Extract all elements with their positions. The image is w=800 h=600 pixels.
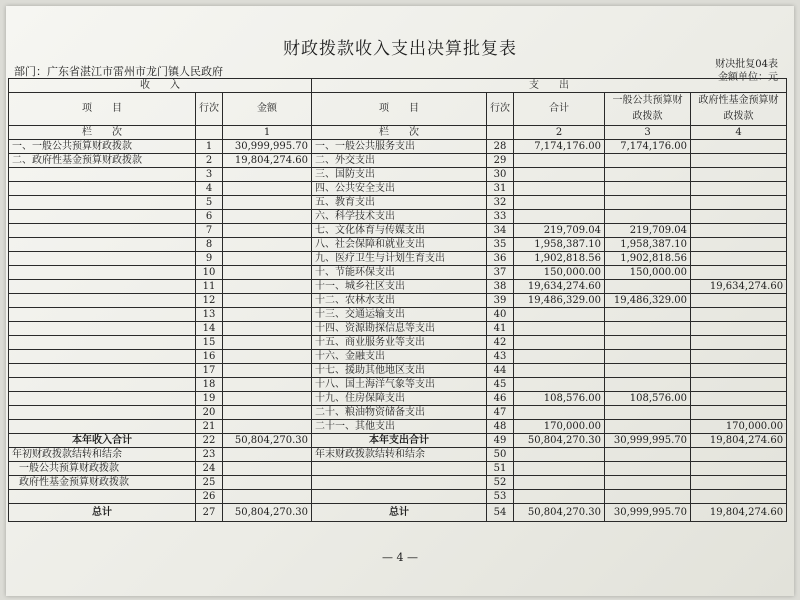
expense-general-budget: 108,576.00 xyxy=(605,392,691,406)
table-row xyxy=(9,168,787,182)
expense-row-no: 34 xyxy=(487,224,514,238)
expense-total xyxy=(514,406,605,420)
income-item xyxy=(9,210,196,224)
grand-total-row xyxy=(9,504,787,522)
column-index-4: 4 xyxy=(691,126,787,140)
expense-row-no: 31 xyxy=(487,182,514,196)
expense-general-budget xyxy=(605,364,691,378)
expense-gov-fund xyxy=(691,266,787,280)
expense-row-no: 38 xyxy=(487,280,514,294)
expense-total xyxy=(514,154,605,168)
year-income-label: 本年收入合计 xyxy=(9,434,196,448)
expense-no-52: 52 xyxy=(487,476,514,490)
expense-total xyxy=(514,336,605,350)
table-row xyxy=(9,196,787,210)
expense-total xyxy=(514,322,605,336)
income-item xyxy=(9,308,196,322)
year-expense-fund: 19,804,274.60 xyxy=(691,434,787,448)
department-label: 部门：广东省湛江市雷州市龙门镇人民政府 xyxy=(14,65,223,78)
income-amount xyxy=(223,378,312,392)
income-row-no: 16 xyxy=(196,350,223,364)
grand-expense-label: 总计 xyxy=(312,504,487,522)
income-row-no: 21 xyxy=(196,420,223,434)
expense-total xyxy=(514,196,605,210)
expense-gov-fund xyxy=(691,224,787,238)
income-row-no: 2 xyxy=(196,154,223,168)
summary-section xyxy=(9,434,787,522)
income-item xyxy=(9,196,196,210)
expense-gov-fund xyxy=(691,196,787,210)
expense-item: 四、公共安全支出 xyxy=(312,182,487,196)
expense-total xyxy=(514,182,605,196)
expense-general-budget xyxy=(605,406,691,420)
expense-item: 二、外交支出 xyxy=(312,154,487,168)
expense-item: 二十一、其他支出 xyxy=(312,420,487,434)
income-item xyxy=(9,392,196,406)
income-amount xyxy=(223,182,312,196)
expense-row-no: 47 xyxy=(487,406,514,420)
income-item xyxy=(9,168,196,182)
year-expense-general: 30,999,995.70 xyxy=(605,434,691,448)
income-item xyxy=(9,294,196,308)
expense-general-budget xyxy=(605,378,691,392)
expense-row-no: 41 xyxy=(487,322,514,336)
expense-item: 十五、商业服务业等支出 xyxy=(312,336,487,350)
income-item xyxy=(9,350,196,364)
table-row xyxy=(9,350,787,364)
income-amount: 19,804,274.60 xyxy=(223,154,312,168)
expense-item: 六、科学技术支出 xyxy=(312,210,487,224)
income-row-no: 20 xyxy=(196,406,223,420)
expense-general-budget: 1,958,387.10 xyxy=(605,238,691,252)
expense-gov-fund: 170,000.00 xyxy=(691,420,787,434)
expense-general-budget: 219,709.04 xyxy=(605,224,691,238)
income-amount xyxy=(223,406,312,420)
income-row-no: 12 xyxy=(196,294,223,308)
expense-gov-fund xyxy=(691,364,787,378)
income-row-no: 13 xyxy=(196,308,223,322)
year-expense-label: 本年支出合计 xyxy=(312,434,487,448)
expense-row-no: 36 xyxy=(487,252,514,266)
income-row-no: 1 xyxy=(196,140,223,154)
grand-expense-general: 30,999,995.70 xyxy=(605,504,691,522)
table-row xyxy=(9,294,787,308)
expense-total: 19,486,329.00 xyxy=(514,294,605,308)
expense-total: 1,958,387.10 xyxy=(514,238,605,252)
table-row xyxy=(9,364,787,378)
grand-income-amount: 50,804,270.30 xyxy=(223,504,312,522)
expense-general-budget xyxy=(605,308,691,322)
expense-no-53: 53 xyxy=(487,490,514,504)
table-row xyxy=(9,238,787,252)
expense-general-budget xyxy=(605,196,691,210)
expense-row-no: 29 xyxy=(487,154,514,168)
income-item xyxy=(9,252,196,266)
expense-item: 十七、援助其他地区支出 xyxy=(312,364,487,378)
year-income-no: 22 xyxy=(196,434,223,448)
income-amount xyxy=(223,392,312,406)
end-carry-label: 年末财政拨款结转和结余 xyxy=(312,448,487,462)
carry-general-no: 24 xyxy=(196,462,223,476)
income-amount xyxy=(223,224,312,238)
expense-item: 十四、资源勘探信息等支出 xyxy=(312,322,487,336)
income-row-no: 11 xyxy=(196,280,223,294)
income-row-no: 7 xyxy=(196,224,223,238)
expense-item: 八、社会保障和就业支出 xyxy=(312,238,487,252)
income-amount xyxy=(223,196,312,210)
income-column-label: 栏 次 xyxy=(9,126,196,140)
expense-total: 150,000.00 xyxy=(514,266,605,280)
expense-item: 三、国防支出 xyxy=(312,168,487,182)
column-index-2: 2 xyxy=(514,126,605,140)
grand-expense-total: 50,804,270.30 xyxy=(514,504,605,522)
column-header-row xyxy=(9,93,787,126)
expense-gov-fund xyxy=(691,378,787,392)
expense-total: 1,902,818.56 xyxy=(514,252,605,266)
expense-row-no: 45 xyxy=(487,378,514,392)
income-section-header: 收 入 xyxy=(9,79,312,93)
expense-gov-fund xyxy=(691,336,787,350)
table-row xyxy=(9,392,787,406)
expense-total: 219,709.04 xyxy=(514,224,605,238)
income-row-no: 3 xyxy=(196,168,223,182)
expense-gov-fund xyxy=(691,406,787,420)
expense-general-budget xyxy=(605,280,691,294)
section-header-row xyxy=(9,79,787,93)
expense-gov-fund xyxy=(691,294,787,308)
row-no-26: 26 xyxy=(196,490,223,504)
expense-general-budget xyxy=(605,168,691,182)
expense-gov-fund xyxy=(691,210,787,224)
income-item-header: 项 目 xyxy=(9,93,196,126)
carry-fund-label: 政府性基金预算财政拨款 xyxy=(9,476,196,490)
expense-general-budget: 1,902,818.56 xyxy=(605,252,691,266)
column-index-3: 3 xyxy=(605,126,691,140)
carry-general-label: 一般公共预算财政拨款 xyxy=(9,462,196,476)
income-amount: 30,999,995.70 xyxy=(223,140,312,154)
expense-row-no: 44 xyxy=(487,364,514,378)
income-row-no: 18 xyxy=(196,378,223,392)
expense-gov-fund xyxy=(691,252,787,266)
expense-total xyxy=(514,378,605,392)
table-row xyxy=(9,378,787,392)
form-code: 财决批复04表 xyxy=(715,59,778,70)
expense-gov-fund xyxy=(691,238,787,252)
expense-general-budget: 150,000.00 xyxy=(605,266,691,280)
expense-item: 十、节能环保支出 xyxy=(312,266,487,280)
column-index-row xyxy=(9,126,787,140)
income-item xyxy=(9,406,196,420)
expense-row-no: 35 xyxy=(487,238,514,252)
income-amount xyxy=(223,238,312,252)
income-amount xyxy=(223,210,312,224)
expense-item: 一、一般公共服务支出 xyxy=(312,140,487,154)
income-row-no: 9 xyxy=(196,252,223,266)
expense-row-no: 37 xyxy=(487,266,514,280)
income-row-no: 6 xyxy=(196,210,223,224)
income-item xyxy=(9,322,196,336)
begin-carry-no: 23 xyxy=(196,448,223,462)
table-row xyxy=(9,308,787,322)
income-item xyxy=(9,378,196,392)
expense-gov-fund xyxy=(691,322,787,336)
grand-expense-no: 54 xyxy=(487,504,514,522)
grand-income-no: 27 xyxy=(196,504,223,522)
income-amount xyxy=(223,280,312,294)
table-row xyxy=(9,252,787,266)
expense-item: 九、医疗卫生与计划生育支出 xyxy=(312,252,487,266)
expense-total xyxy=(514,210,605,224)
income-row-no: 15 xyxy=(196,336,223,350)
expense-general-budget xyxy=(605,322,691,336)
expense-item: 十一、城乡社区支出 xyxy=(312,280,487,294)
expense-gov-fund xyxy=(691,140,787,154)
income-row-no: 4 xyxy=(196,182,223,196)
year-expense-total: 50,804,270.30 xyxy=(514,434,605,448)
expense-general-budget: 7,174,176.00 xyxy=(605,140,691,154)
expense-item: 七、文化体育与传媒支出 xyxy=(312,224,487,238)
income-item: 二、政府性基金预算财政拨款 xyxy=(9,154,196,168)
expense-rowno-header: 行次 xyxy=(487,93,514,126)
expense-column-label: 栏 次 xyxy=(312,126,487,140)
grand-income-label: 总计 xyxy=(9,504,196,522)
document-sheet xyxy=(6,6,794,596)
unit-label: 金额单位：元 xyxy=(718,72,778,83)
income-item xyxy=(9,224,196,238)
income-row-no: 17 xyxy=(196,364,223,378)
income-amount xyxy=(223,266,312,280)
expense-row-no: 28 xyxy=(487,140,514,154)
expense-general-budget xyxy=(605,420,691,434)
expense-general-budget xyxy=(605,182,691,196)
income-item: 一、一般公共预算财政拨款 xyxy=(9,140,196,154)
income-row-no: 14 xyxy=(196,322,223,336)
document-title: 财政拨款收入支出决算批复表 xyxy=(283,39,517,59)
table-row xyxy=(9,280,787,294)
income-amount xyxy=(223,168,312,182)
income-row-no: 10 xyxy=(196,266,223,280)
expense-total xyxy=(514,308,605,322)
carry-fund-no: 25 xyxy=(196,476,223,490)
budget-table xyxy=(8,78,787,522)
table-row xyxy=(9,336,787,350)
expense-general-budget xyxy=(605,154,691,168)
carry-fund-row xyxy=(9,476,787,490)
expense-general-budget xyxy=(605,210,691,224)
expense-row-no: 43 xyxy=(487,350,514,364)
expense-item-header: 项 目 xyxy=(312,93,487,126)
expense-total: 19,634,274.60 xyxy=(514,280,605,294)
expense-total xyxy=(514,364,605,378)
income-item xyxy=(9,182,196,196)
table-row xyxy=(9,406,787,420)
income-item xyxy=(9,336,196,350)
expense-gov-fund xyxy=(691,308,787,322)
income-item xyxy=(9,420,196,434)
expense-section-header: 支 出 xyxy=(312,79,787,93)
expense-general-budget: 19,486,329.00 xyxy=(605,294,691,308)
expense-row-no: 33 xyxy=(487,210,514,224)
table-row xyxy=(9,420,787,434)
expense-item: 五、教育支出 xyxy=(312,196,487,210)
carryover-row xyxy=(9,448,787,462)
expense-gov-fund xyxy=(691,168,787,182)
grand-expense-fund: 19,804,274.60 xyxy=(691,504,787,522)
expense-total xyxy=(514,350,605,364)
blank-row-26 xyxy=(9,490,787,504)
expense-item: 十八、国土海洋气象等支出 xyxy=(312,378,487,392)
table-row xyxy=(9,182,787,196)
table-row xyxy=(9,154,787,168)
income-amount xyxy=(223,252,312,266)
expense-gov-fund xyxy=(691,154,787,168)
expense-row-no: 48 xyxy=(487,420,514,434)
table-row xyxy=(9,210,787,224)
expense-gov-fund: 19,634,274.60 xyxy=(691,280,787,294)
expense-row-no: 30 xyxy=(487,168,514,182)
income-amount xyxy=(223,294,312,308)
expense-item: 二十、粮油物资储备支出 xyxy=(312,406,487,420)
expense-total: 7,174,176.00 xyxy=(514,140,605,154)
expense-no-51: 51 xyxy=(487,462,514,476)
income-amount xyxy=(223,308,312,322)
year-expense-no: 49 xyxy=(487,434,514,448)
expense-row-no: 46 xyxy=(487,392,514,406)
income-amount xyxy=(223,322,312,336)
expense-gov-fund xyxy=(691,182,787,196)
expense-general-budget xyxy=(605,336,691,350)
table-row xyxy=(9,224,787,238)
year-income-amount: 50,804,270.30 xyxy=(223,434,312,448)
expense-item: 十六、金融支出 xyxy=(312,350,487,364)
expense-total xyxy=(514,168,605,182)
expense-item: 十九、住房保障支出 xyxy=(312,392,487,406)
income-item xyxy=(9,280,196,294)
income-row-no: 19 xyxy=(196,392,223,406)
expense-gov-fund xyxy=(691,392,787,406)
table-row xyxy=(9,140,787,154)
expense-row-no: 40 xyxy=(487,308,514,322)
end-carry-no: 50 xyxy=(487,448,514,462)
income-item xyxy=(9,364,196,378)
income-amount xyxy=(223,336,312,350)
expense-general-budget xyxy=(605,350,691,364)
column-index-1: 1 xyxy=(223,126,312,140)
gov-fund-header: 政府性基金预算财政拨款 xyxy=(691,93,787,126)
table-row xyxy=(9,266,787,280)
income-item xyxy=(9,238,196,252)
income-amount xyxy=(223,420,312,434)
income-row-no: 5 xyxy=(196,196,223,210)
begin-carry-label: 年初财政拨款结转和结余 xyxy=(9,448,196,462)
expense-total: 108,576.00 xyxy=(514,392,605,406)
expense-gov-fund xyxy=(691,350,787,364)
income-amount-header: 金额 xyxy=(223,93,312,126)
income-item xyxy=(9,266,196,280)
table-row xyxy=(9,322,787,336)
expense-item: 十三、交通运输支出 xyxy=(312,308,487,322)
expense-row-no: 42 xyxy=(487,336,514,350)
page-number: — 4 — xyxy=(382,551,418,564)
income-rowno-header: 行次 xyxy=(196,93,223,126)
income-amount xyxy=(223,350,312,364)
year-total-row xyxy=(9,434,787,448)
expense-item: 十二、农林水支出 xyxy=(312,294,487,308)
carry-general-row xyxy=(9,462,787,476)
income-amount xyxy=(223,364,312,378)
expense-row-no: 39 xyxy=(487,294,514,308)
expense-total-header: 合计 xyxy=(514,93,605,126)
income-row-no: 8 xyxy=(196,238,223,252)
expense-total: 170,000.00 xyxy=(514,420,605,434)
general-budget-header: 一般公共预算财政拨款 xyxy=(605,93,691,126)
expense-row-no: 32 xyxy=(487,196,514,210)
